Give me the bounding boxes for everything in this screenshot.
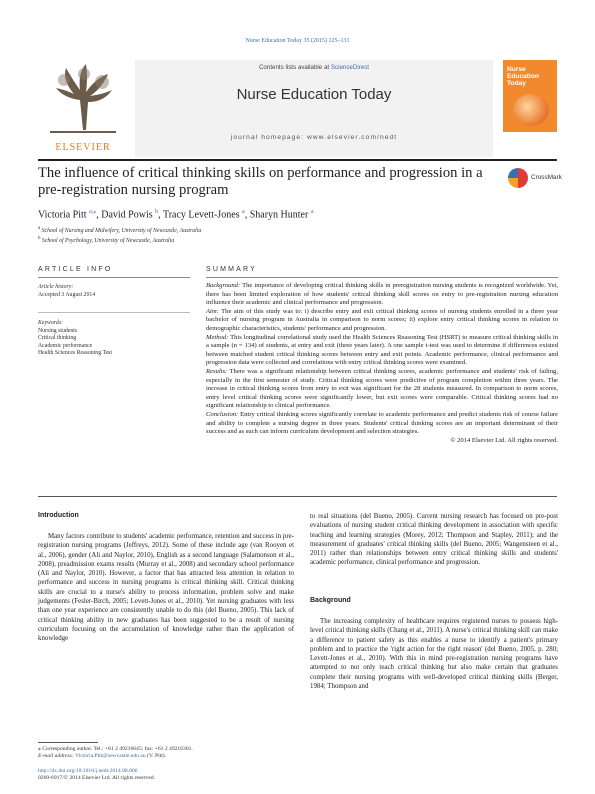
elsevier-wordmark: ELSEVIER [55, 142, 111, 153]
corresponding-author-note: ⁎ Corresponding author. Tel.: +61 2 49216645; fax: +61 2 49216301. [38, 746, 193, 752]
bottom-meta [38, 768, 338, 782]
abstract-bottom-rule [38, 496, 557, 497]
homepage-prefix: journal homepage: [230, 134, 308, 141]
cover-line: Education [507, 73, 539, 80]
introduction-heading: Introduction [38, 512, 79, 519]
summary-rule [206, 277, 558, 278]
keywords-label: Keywords: [38, 320, 63, 326]
running-head[interactable]: Nurse Education Today 35 (2015) 125–131 [245, 38, 350, 44]
cover-title [507, 66, 539, 87]
email-line [38, 753, 278, 760]
keyword-item: Nursing students [38, 328, 78, 334]
abstract-conclusion [206, 411, 558, 437]
elsevier-tree-icon [44, 60, 122, 138]
abstract-text: The importance of developing critical thinking skills in preregistration nursing students is recognized worldwide. Yet, there has been limited exploration of how students' critical thinking skill scores on entry to pre-registration nursing education influence their academic and clinical performance and progression. [206, 282, 558, 307]
abstract-label: Conclusion: [206, 410, 239, 418]
accepted-date: Accepted 3 August 2014 [38, 292, 96, 298]
email-link[interactable]: Victoria.Pitt@newcastle.edu.au [75, 753, 146, 760]
abstract-text: There was a significant relationship between critical thinking scores, academic performance and students' risk of failing, especially in the first semester of study. Critical thinking scores were predictive of program completion within three years. The increase in critical thinking scores from entry to exit was significant for the 28 students measured. In comparison to norm scores, entry level critical thinking scores were significantly lower, but exit scores were comparable. Critical thinking scores had no significant relationship to clinical performance. [206, 367, 558, 410]
author-affil-marker[interactable]: a,⁎ [89, 209, 97, 215]
footnote [38, 746, 278, 760]
abstract-background [206, 282, 558, 308]
affiliation [38, 226, 201, 234]
journal-header-box [135, 60, 493, 157]
email-label: E-mail address: [38, 753, 76, 760]
introduction-text [38, 532, 294, 644]
issn-line: 0260-6917/© 2014 Elsevier Ltd. All rights reserved. [38, 775, 156, 781]
author-affil-marker[interactable]: b [155, 209, 159, 215]
abstract-label: Method: [206, 333, 229, 341]
author-name[interactable]: Sharyn Hunter [249, 209, 309, 221]
doi-link[interactable]: http://dx.doi.org/10.1016/j.nedt.2014.08.006 [38, 768, 138, 774]
right-column-text [310, 512, 558, 568]
abstract-text: The aim of this study was to: i) describe entry and exit critical thinking scores of nursing students enrolled in a three year bachelor of nursing program in Australia in comparison to norm scores; ii) explore entry critical thinking scores in relation to demographic characteristics, students' performance and progression. [206, 307, 558, 332]
abstract-aim [206, 308, 558, 334]
copyright-line: © 2014 Elsevier Ltd. All rights reserved. [450, 436, 558, 444]
email-suffix: (V. Pitt). [145, 753, 167, 760]
author-name[interactable]: David Powis [101, 209, 153, 221]
journal-cover-thumbnail[interactable] [503, 60, 557, 132]
journal-title: Nurse Education Today [236, 86, 392, 103]
author-name[interactable]: Tracy Levett-Jones [162, 209, 240, 221]
abstract-text: This longitudinal correlational study used the Health Sciences Reasoning Test (HSRT) to measure critical thinking skills in a sample (n = 134) of students, at entry and exit (three years later). A one sample t-test was used to determine if differences existed between matched student critical thinking scores between entry and exit points. Academic performance, clinical performance and progression data were collected and correlations with entry critical thinking scores were examined. [206, 333, 559, 367]
article-info-heading: ARTICLE INFO [38, 266, 113, 273]
cover-line: Today [507, 80, 526, 87]
affiliation-marker: b [38, 236, 41, 241]
abstract-label: Aim: [206, 307, 219, 315]
contents-prefix: Contents lists available at [258, 64, 331, 71]
article-title: The influence of critical thinking skills on performance and progression in a pre-registration nursing program [38, 165, 483, 198]
affiliation [38, 236, 174, 244]
contents-line [135, 64, 493, 71]
article-info-rule [38, 277, 190, 278]
author-list: Victoria Pitt $^{a,⁎}$, David Powis $^b$, Tracy Levett-Jones $^a$, Sharyn Hunter $^a$ [38, 209, 314, 221]
affiliation-text: School of Psychology, University of Newcastle, Australia [41, 237, 175, 244]
journal-homepage-line [135, 134, 493, 141]
body-paragraph: Many factors contribute to students' academic performance, retention and success in pre-registration nursing programs (Jeffreys, 2012). Some of these include age (van Rooyen et al., 2006), gender (Ali and Naylor, 2010), English as a second language (Salamonson et al., 2008), preadmission exams results (Murray et al., 2008) and secondary school performance (Ali and Naylor, 2010). However, a factor that has attracted less attention in relation to performance and success in nursing programs is critical thinking skill. Critical thinking skills are crucial to a nurse's ability to process information, problem solve and make judgements (Fesler-Birch, 2005; Levett-Jones et al., 2010). Yet nursing graduates with less than one year experience are consistently unable to do this (del Bueno, 2005). This lack of critical thinking ability in new graduates has been suggested to be a result of nursing curriculum focusing on the accumulation of knowledge rather than the application of knowledge [38, 533, 294, 643]
sciencedirect-link[interactable]: ScienceDirect [330, 64, 370, 71]
footnote-rule [38, 742, 98, 743]
summary-heading: SUMMARY [206, 266, 258, 273]
elsevier-logo [38, 60, 128, 155]
homepage-link[interactable]: www.elsevier.com/nedt [307, 134, 398, 141]
article-history-label: Article history: [38, 284, 74, 290]
keywords-list [38, 328, 188, 357]
abstract-text: Entry critical thinking scores significantly correlate to academic performance and predict students risk of course failure and ability to complete a nursing degree in three years. Students' critical thinking scores are an important determinant of their success and as such can inform curriculum development and selection strategies. [206, 410, 558, 436]
keyword-item: Academic performance [38, 342, 93, 349]
keyword-item: Critical thinking [38, 335, 77, 342]
author-affil-marker[interactable]: a [310, 209, 314, 215]
background-text [310, 617, 558, 691]
crossmark-icon [508, 168, 528, 188]
background-heading: Background [310, 597, 351, 604]
abstract-results [206, 368, 558, 411]
author-affil-marker[interactable]: a [242, 209, 245, 215]
abstract-label: Background: [206, 282, 241, 289]
abstract-label: Results: [206, 367, 228, 375]
affiliation-text: School of Nursing and Midwifery, University of Newcastle, Australia [41, 227, 202, 234]
author-name[interactable]: Victoria Pitt [38, 209, 87, 221]
keyword-item: Health Sciences Reasoning Test [38, 349, 113, 356]
body-paragraph: The increasing complexity of healthcare requires registered nurses to possess high-level critical thinking skills (Chang et al., 2011). A nurse's critical thinking skill can make a difference to patient safety as this enables a nurse to identify a patient's primary problem and to practice the 'right action for the right reason' (del Bueno, 2005, p. 280; Levett-Jones et al., 2010). With this in mind pre-registration nursing programs have attempted to not only teach critical thinking but also make certain that graduates complete their nursing programs with well-developed critical thinking skills (Berger, 1984; Thompson and [310, 618, 558, 691]
body-paragraph: to real situations (del Bueno, 2005). Current nursing research has focused on pre-post evaluations of nursing student critical thinking development in association with specific teaching and learning strategies (Morey, 2012; Thompson and Stapley, 2011); and the measurement of graduates' critical thinking skills (del Bueno, 2005; Wangensteen et al., 2011) rather than relationships between entry critical thinking skills and students' academic performance, clinical performance and progression. [310, 513, 558, 567]
cover-artwork [513, 94, 549, 126]
crossmark-badge[interactable] [508, 168, 562, 190]
summary-abstract [206, 282, 558, 445]
cover-line: Nurse [507, 66, 526, 73]
header-rule [38, 159, 557, 161]
crossmark-label: CrossMark [531, 174, 562, 181]
affiliation-marker: a [38, 226, 41, 231]
article-info-divider [38, 312, 190, 313]
abstract-method [206, 334, 558, 368]
